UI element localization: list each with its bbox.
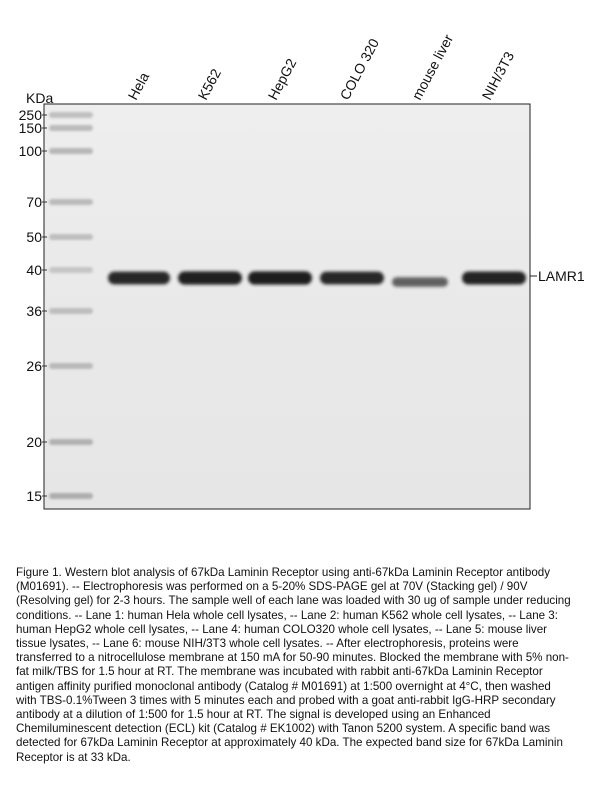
ladder-band [49,112,93,118]
ladder-band [49,234,93,240]
marker-label: 150 [18,120,42,136]
ladder-band [49,439,93,445]
kda-unit-label: KDa [26,90,54,106]
lamr1-band [392,277,448,287]
lamr1-band [178,271,242,284]
lamr1-band [462,271,526,284]
lane-label-k562: K562 [194,66,225,103]
ladder-band [49,125,93,131]
marker-label: 100 [18,143,42,159]
lane-label-hela: Hela [124,69,153,103]
marker-label: 70 [26,194,42,210]
lamr1-band [248,271,312,284]
lane-label-nih3t3: NIH/3T3 [478,48,518,103]
ladder-band [49,267,93,273]
marker-label: 20 [26,434,42,450]
lamr1-band [108,272,170,285]
marker-label: 250 [18,107,42,123]
blot-membrane [44,104,530,509]
lamr1-band [320,272,384,285]
target-label: LAMR1 [538,268,585,284]
marker-label: 26 [26,358,42,374]
marker-label: 40 [26,262,42,278]
ladder-band [49,199,93,205]
lane-label-colo320: COLO 320 [336,35,383,103]
lane-label-mouse-liver: mouse liver [408,31,457,103]
marker-label: 36 [26,303,42,319]
ladder-band [49,363,93,369]
ladder-band [49,148,93,154]
ladder-band [49,493,93,499]
marker-labels [19,107,43,504]
marker-label: 15 [26,488,42,504]
lane-label-hepg2: HepG2 [264,55,300,103]
marker-label: 50 [26,229,42,245]
ladder-band [49,308,93,314]
lane-labels [125,31,518,102]
figure-caption: Figure 1. Western blot analysis of 67kDa Laminin Receptor using anti-67kDa Laminin Receptor antibody (M01691). -- Electrophoresis was performed on a 5-20% SDS-PAGE gel at 70V (Stacking gel) / 90V (Resolving gel) for 2-3 hours. The sample well of each lane was loaded with 30 ug of sample under reducing conditions. -- Lane 1: human Hela whole cell lysates, -- Lane 2: human K562 whole cell lysates, -- Lane 3: human HepG2 whole cell lysates, -- Lane 4: human COLO320 whole cell lysates, -- Lane 5: mouse liver tissue lysates, -- Lane 6: mouse NIH/3T3 whole cell lysates. -- After electrophoresis, proteins were transferred to a nitrocellulose membrane at 150 mA for 50-90 minutes. Blocked the membrane with 5% non-fat milk/TBS for 1.5 hour at RT. The membrane was incubated with rabbit anti-67kDa Laminin Receptor antigen affinity purified monoclonal antibody (Catalog # M01691) at 1:500 overnight at 4°C, then washed with TBS-0.1%Tween 3 times with 5 minutes each and probed with a goat anti-rabbit IgG-HRP secondary antibody at a dilution of 1:500 for 1.5 hour at RT. The signal is developed using an Enhanced Chemiluminescent detection (ECL) kit (Catalog # EK1002) with Tanon 5200 system. A specific band was detected for 67kDa Laminin Receptor at approximately 40 kDa. The expected band size for 67kDa Laminin Receptor is at 33 kDa. [16,566,571,764]
